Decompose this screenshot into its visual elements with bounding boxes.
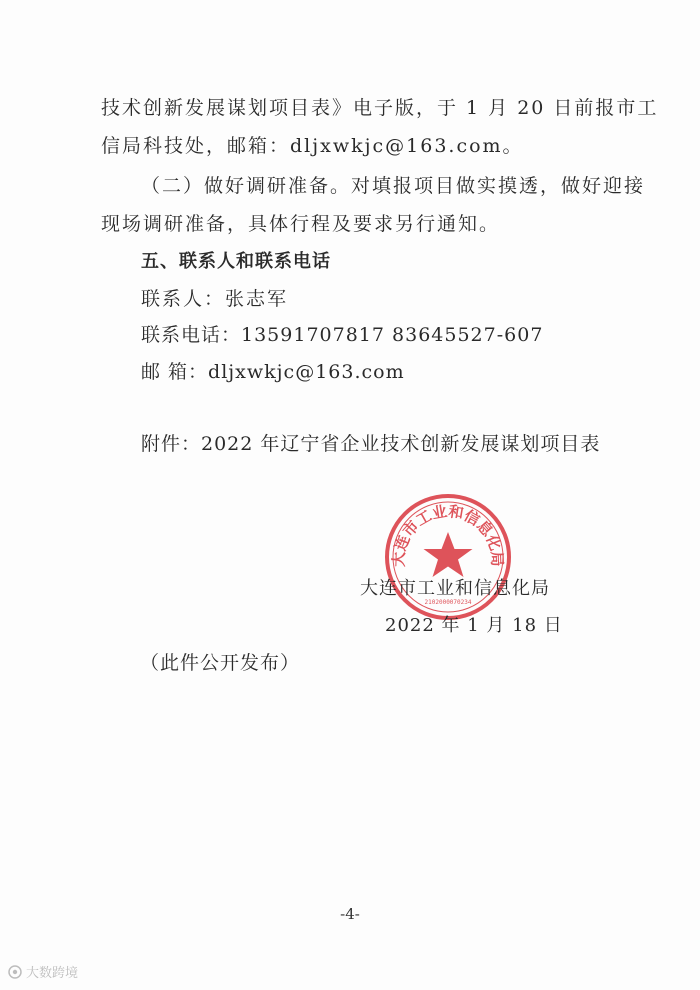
contact-email: 邮 箱：dljxwkjc@163.com	[141, 361, 405, 383]
watermark-text: 大数跨境	[26, 966, 79, 981]
body-line-3: （二）做好调研准备。对填报项目做实摸透，做好迎接	[141, 175, 646, 197]
body-line-1: 技术创新发展谋划项目表》电子版，于 1 月 20 日前报市工	[101, 97, 659, 119]
page-number: -4-	[340, 905, 360, 923]
watermark-logo-icon	[8, 965, 22, 979]
seal-text: 大连市工业和信息化局	[389, 502, 507, 568]
section-heading: 五、联系人和联系电话	[141, 251, 331, 272]
svg-text:2102000070234: 2102000070234	[424, 599, 472, 606]
watermark	[8, 962, 78, 981]
contact-phone: 联系电话：13591707817 83645527-607	[141, 324, 544, 346]
publication-note: （此件公开发布）	[140, 652, 301, 674]
issuer-name: 大连市工业和信息化局	[360, 578, 550, 599]
issue-date: 2022 年 1 月 18 日	[385, 615, 563, 636]
body-line-4: 现场调研准备，具体行程及要求另行通知。	[101, 213, 501, 235]
official-seal-icon	[383, 492, 513, 622]
body-line-2: 信局科技处，邮箱：dljxwkjc@163.com。	[101, 135, 524, 157]
contact-person: 联系人：张志军	[141, 288, 289, 310]
attachment-line: 附件：2022 年辽宁省企业技术创新发展谋划项目表	[141, 433, 601, 455]
